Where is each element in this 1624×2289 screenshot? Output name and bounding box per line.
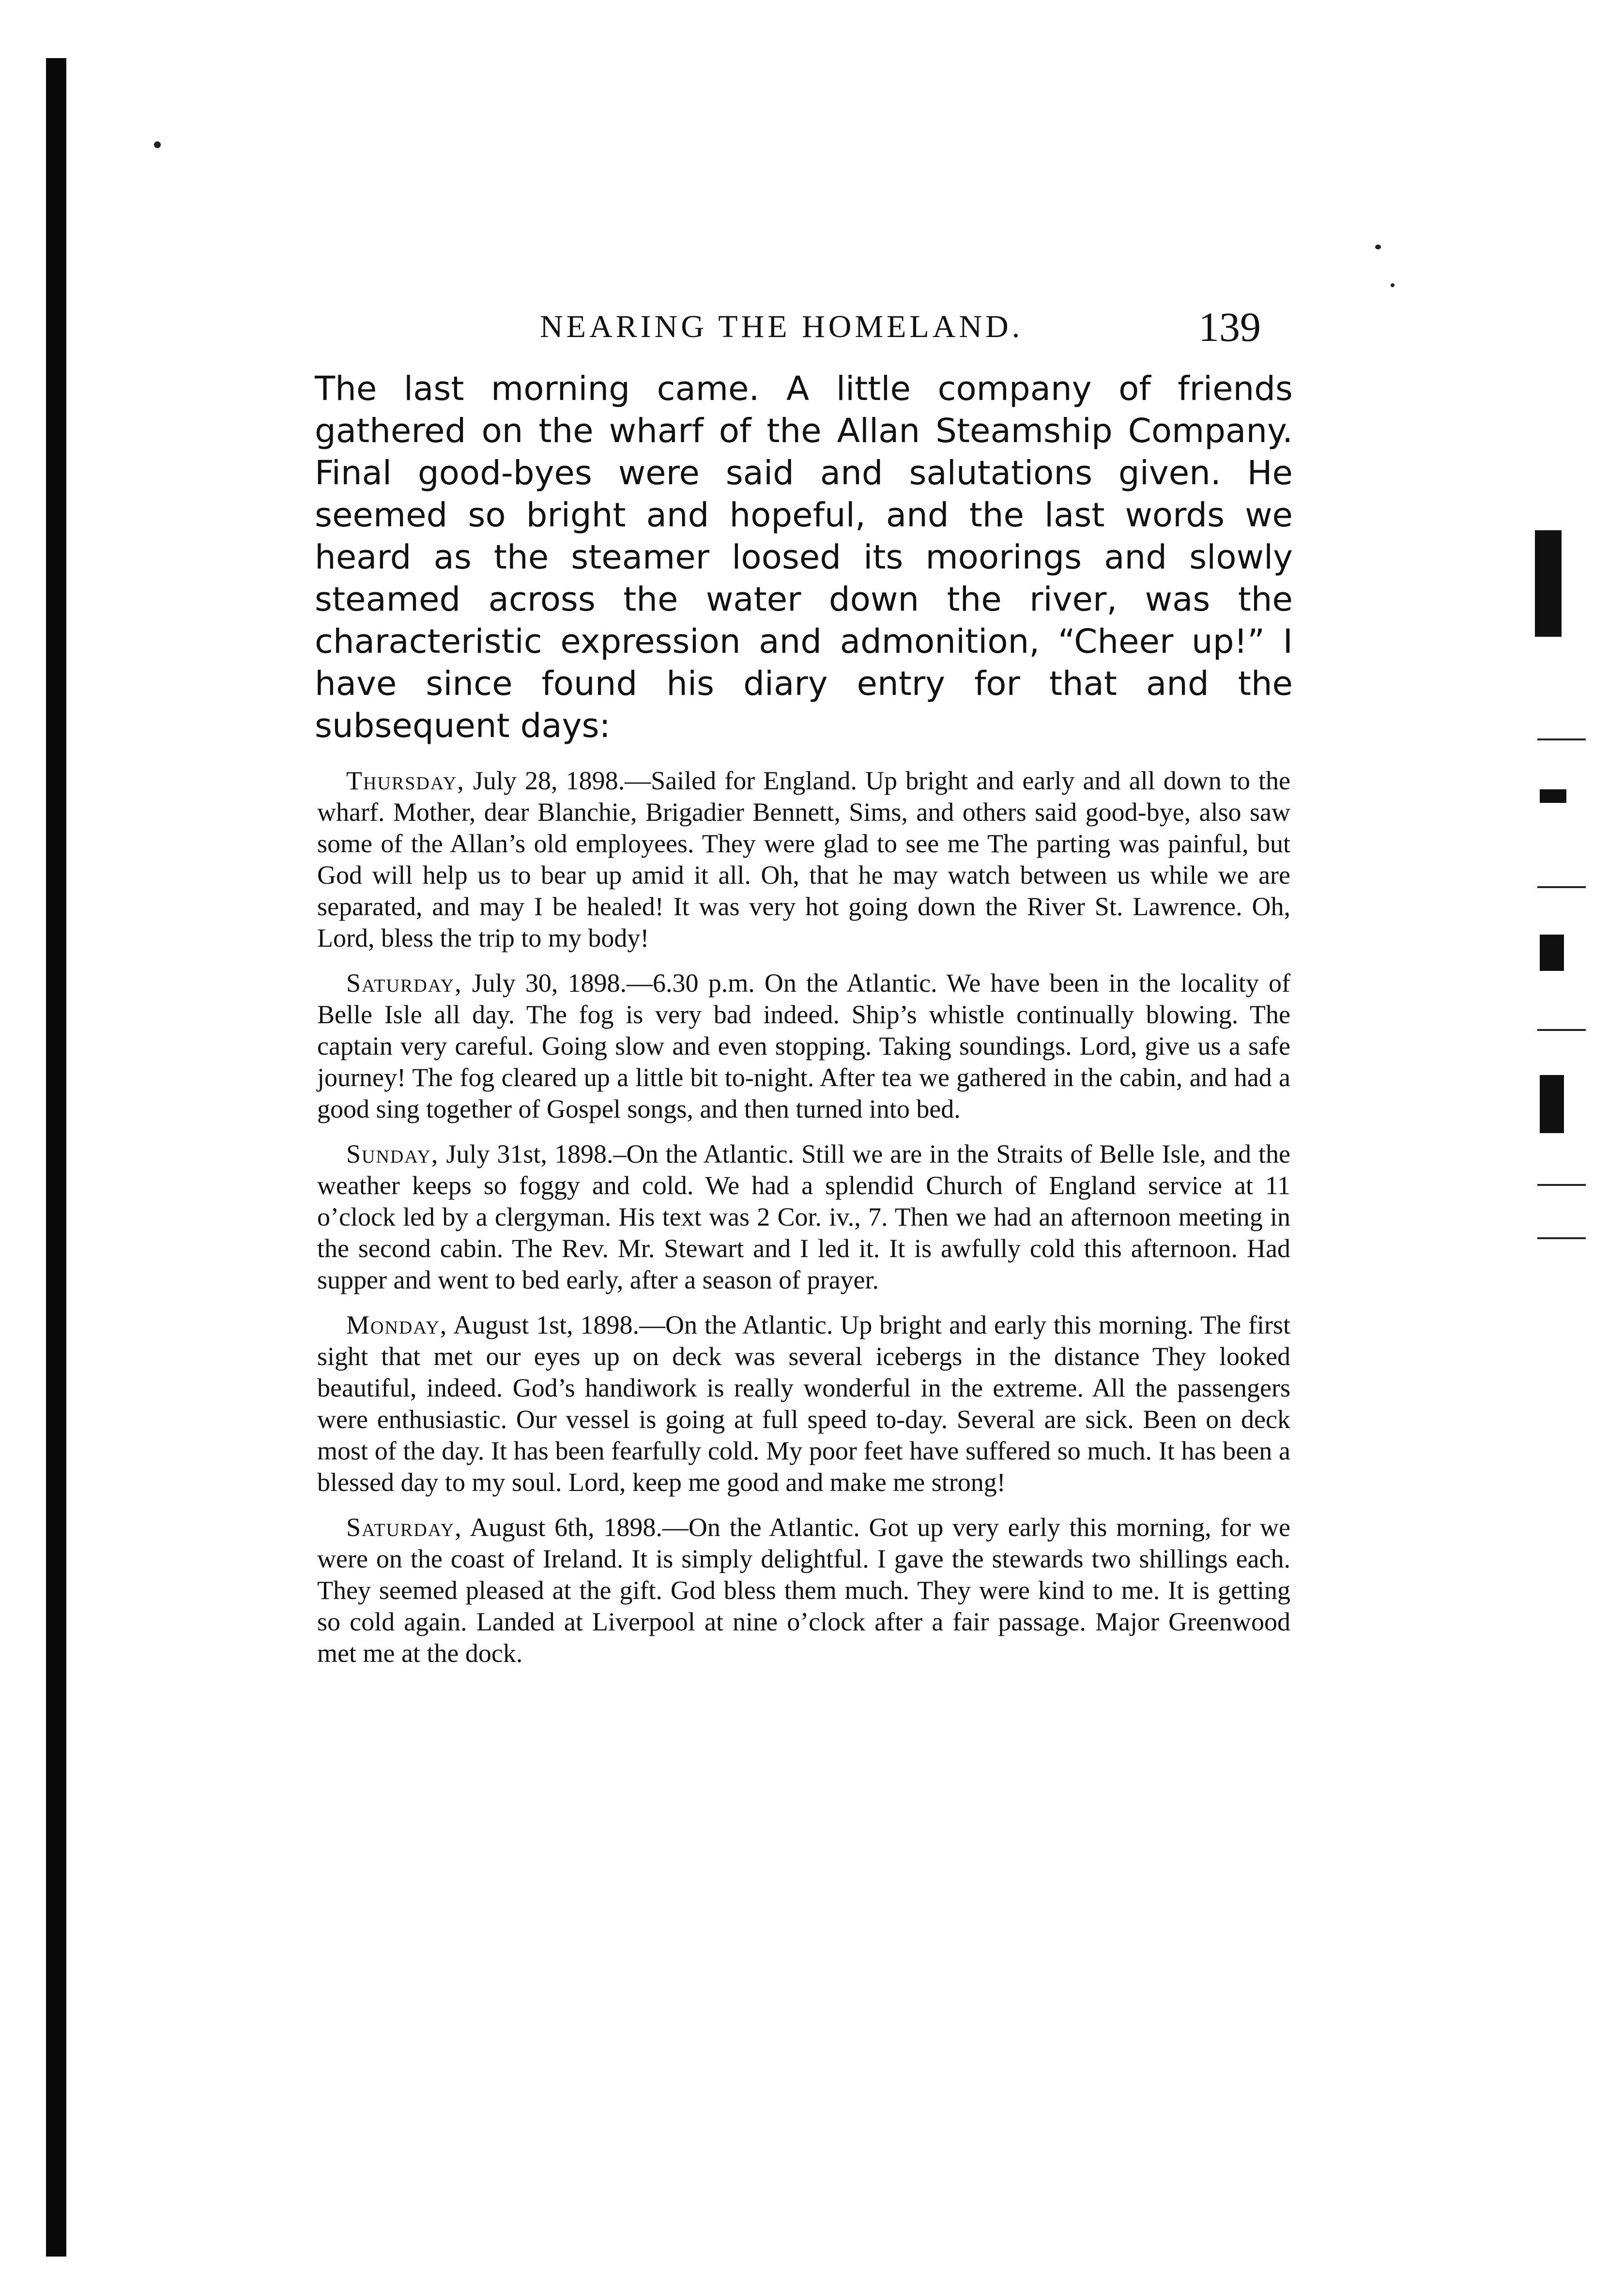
running-title: NEARING THE HOMELAND. — [540, 309, 1024, 344]
entry-day: Saturday, — [346, 1513, 462, 1542]
edge-block — [1540, 1075, 1564, 1133]
entry-text: July 30, 1898.—6.30 p.m. On the Atlantic. We have been in the locality of Belle Isle all day. The fog is very bad indeed. Ship’s whistle continually blowing. The captain very careful. Going slow and even stopping. Taking soundings. Lord, give us a safe journey! The fog cleared up a little bit to-night. After tea we gathered in the cabin, and had a good sing together of Gospel songs, and then turned into bed. — [317, 968, 1290, 1123]
running-head — [320, 303, 1288, 351]
edge-line — [1537, 738, 1586, 740]
edge-line — [1537, 1184, 1586, 1186]
entry-day: Sunday, — [346, 1139, 439, 1168]
edge-block — [1535, 530, 1562, 637]
edge-block — [1540, 789, 1566, 803]
diary-entry — [317, 765, 1290, 954]
diary-entry — [317, 1138, 1290, 1296]
entry-text: August 1st, 1898.—On the Atlantic. Up bright and early this morning. The first sight that met our eyes up on deck was several icebergs in the distance They looked beautiful, indeed. God’s handiwork is really wonderful in the extreme. All the passengers were enthusiastic. Our vessel is going at full speed to-day. Several are sick. Been on deck most of the day. It has been fearfully cold. My poor feet have suffered so much. It has been a blessed day to my soul. Lord, keep me good and make me strong! — [317, 1310, 1290, 1497]
entry-text: July 28, 1898.—Sailed for England. Up bright and early and all down to the wharf. Mother, dear Blanchie, Brigadier Bennett, Sims, and others said good-bye, also saw some of the Allan’s old employees. They were glad to see me The parting was painful, but God will help us to bear up amid it all. Oh, that he may watch between us while we are separated, and may I be healed! It was very hot going down the River St. Lawrence. Oh, Lord, bless the trip to my body! — [317, 766, 1290, 952]
ink-speck — [1375, 245, 1381, 249]
entry-day: Monday, — [346, 1310, 448, 1339]
edge-line — [1537, 886, 1586, 888]
page-number: 139 — [1198, 304, 1261, 350]
entry-text: July 31st, 1898.–On the Atlantic. Still we are in the Straits of Belle Isle, and the weather keeps so foggy and cold. We had a splendid Church of England service at 11 o’clock led by a clergyman. His text was 2 Cor. iv., 7. Then we had an afternoon meeting in the second cabin. The Rev. Mr. Stewart and I led it. It is awfully cold this afternoon. Had supper and went to bed early, after a season of prayer. — [317, 1139, 1290, 1294]
edge-line — [1537, 1237, 1586, 1239]
diary-entry — [317, 1309, 1290, 1498]
entry-day: Thursday, — [346, 766, 465, 795]
edge-block — [1540, 935, 1564, 971]
diary-entry — [317, 1512, 1290, 1669]
edge-line — [1537, 1029, 1586, 1031]
entry-text: August 6th, 1898.—On the Atlantic. Got up very early this morning, for we were on the coast of Ireland. It is simply delightful. I gave the stewards two shillings each. They seemed pleased at the gift. God bless them much. They were kind to me. It is getting so cold again. Landed at Liverpool at nine o’clock after a fair passage. Major Greenwood met me at the dock. — [317, 1513, 1290, 1668]
entry-day: Saturday, — [346, 968, 462, 998]
intro-paragraph: The last morning came. A little company of friends gathered on the wharf of the Allan Steamship Company. Final good-byes were said and salutations given. He seemed so bright and hopeful, and the last words we heard as the steamer loosed its moorings and slowly steamed across the water down the river, was the characteristic expression and admonition, “Cheer up!” I have since found his diary entry for that and the subsequent days: — [315, 369, 1293, 745]
diary-entry — [317, 968, 1290, 1125]
binding-spine — [46, 58, 66, 2257]
ink-speck — [154, 141, 161, 148]
ink-speck — [1391, 283, 1394, 287]
diary-entries — [317, 765, 1290, 1683]
